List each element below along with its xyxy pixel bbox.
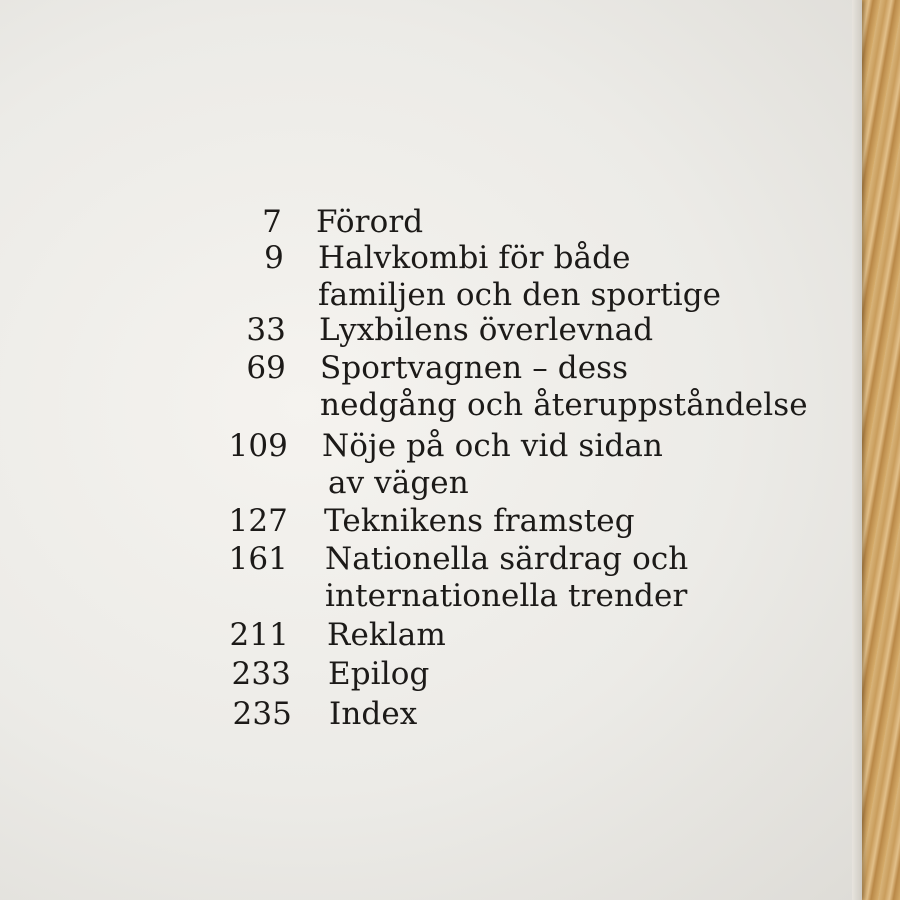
toc-page-number: 211: [229, 617, 289, 653]
toc-title-line: Epilog: [328, 656, 430, 692]
toc-title-line: Index: [329, 696, 418, 732]
toc-title-line: Teknikens framsteg: [324, 503, 635, 539]
toc-title: [325, 541, 688, 615]
toc-page-number: 9: [264, 240, 284, 276]
toc-title-line: Halvkombi för både: [318, 240, 631, 276]
wooden-table-background: [858, 0, 900, 900]
toc-title: [319, 312, 653, 349]
toc-title-line: Nationella särdrag och: [325, 541, 689, 577]
toc-title: [329, 696, 417, 733]
toc-title-line: Förord: [316, 204, 424, 240]
toc-title: [316, 204, 423, 241]
toc-title-line: internationella trender: [325, 578, 688, 614]
toc-page-number: 235: [232, 696, 292, 732]
toc-title: [324, 503, 635, 540]
toc-title: [327, 617, 446, 654]
toc-page-number: 127: [228, 503, 288, 539]
toc-title-line: Nöje på och vid sidan: [322, 428, 663, 464]
toc-title-line: Reklam: [327, 617, 446, 653]
toc-page-number: 33: [246, 312, 286, 348]
toc-page-number: 109: [228, 428, 288, 464]
toc-title-line: familjen och den sportige: [318, 277, 722, 313]
toc-page-number: 7: [262, 204, 282, 240]
toc-title: [318, 240, 721, 314]
toc-page-number: 161: [228, 541, 288, 577]
toc-title: [328, 656, 429, 693]
toc-title-line: Sportvagnen – dess: [320, 350, 629, 386]
toc-title: [322, 428, 663, 502]
toc-title-line: av vägen: [328, 465, 469, 501]
toc-page-number: 69: [246, 350, 286, 386]
toc-title: [320, 350, 808, 424]
toc-title-line: Lyxbilens överlevnad: [319, 312, 654, 348]
toc-title-line: nedgång och återuppståndelse: [320, 387, 808, 423]
toc-page-number: 233: [231, 656, 291, 692]
